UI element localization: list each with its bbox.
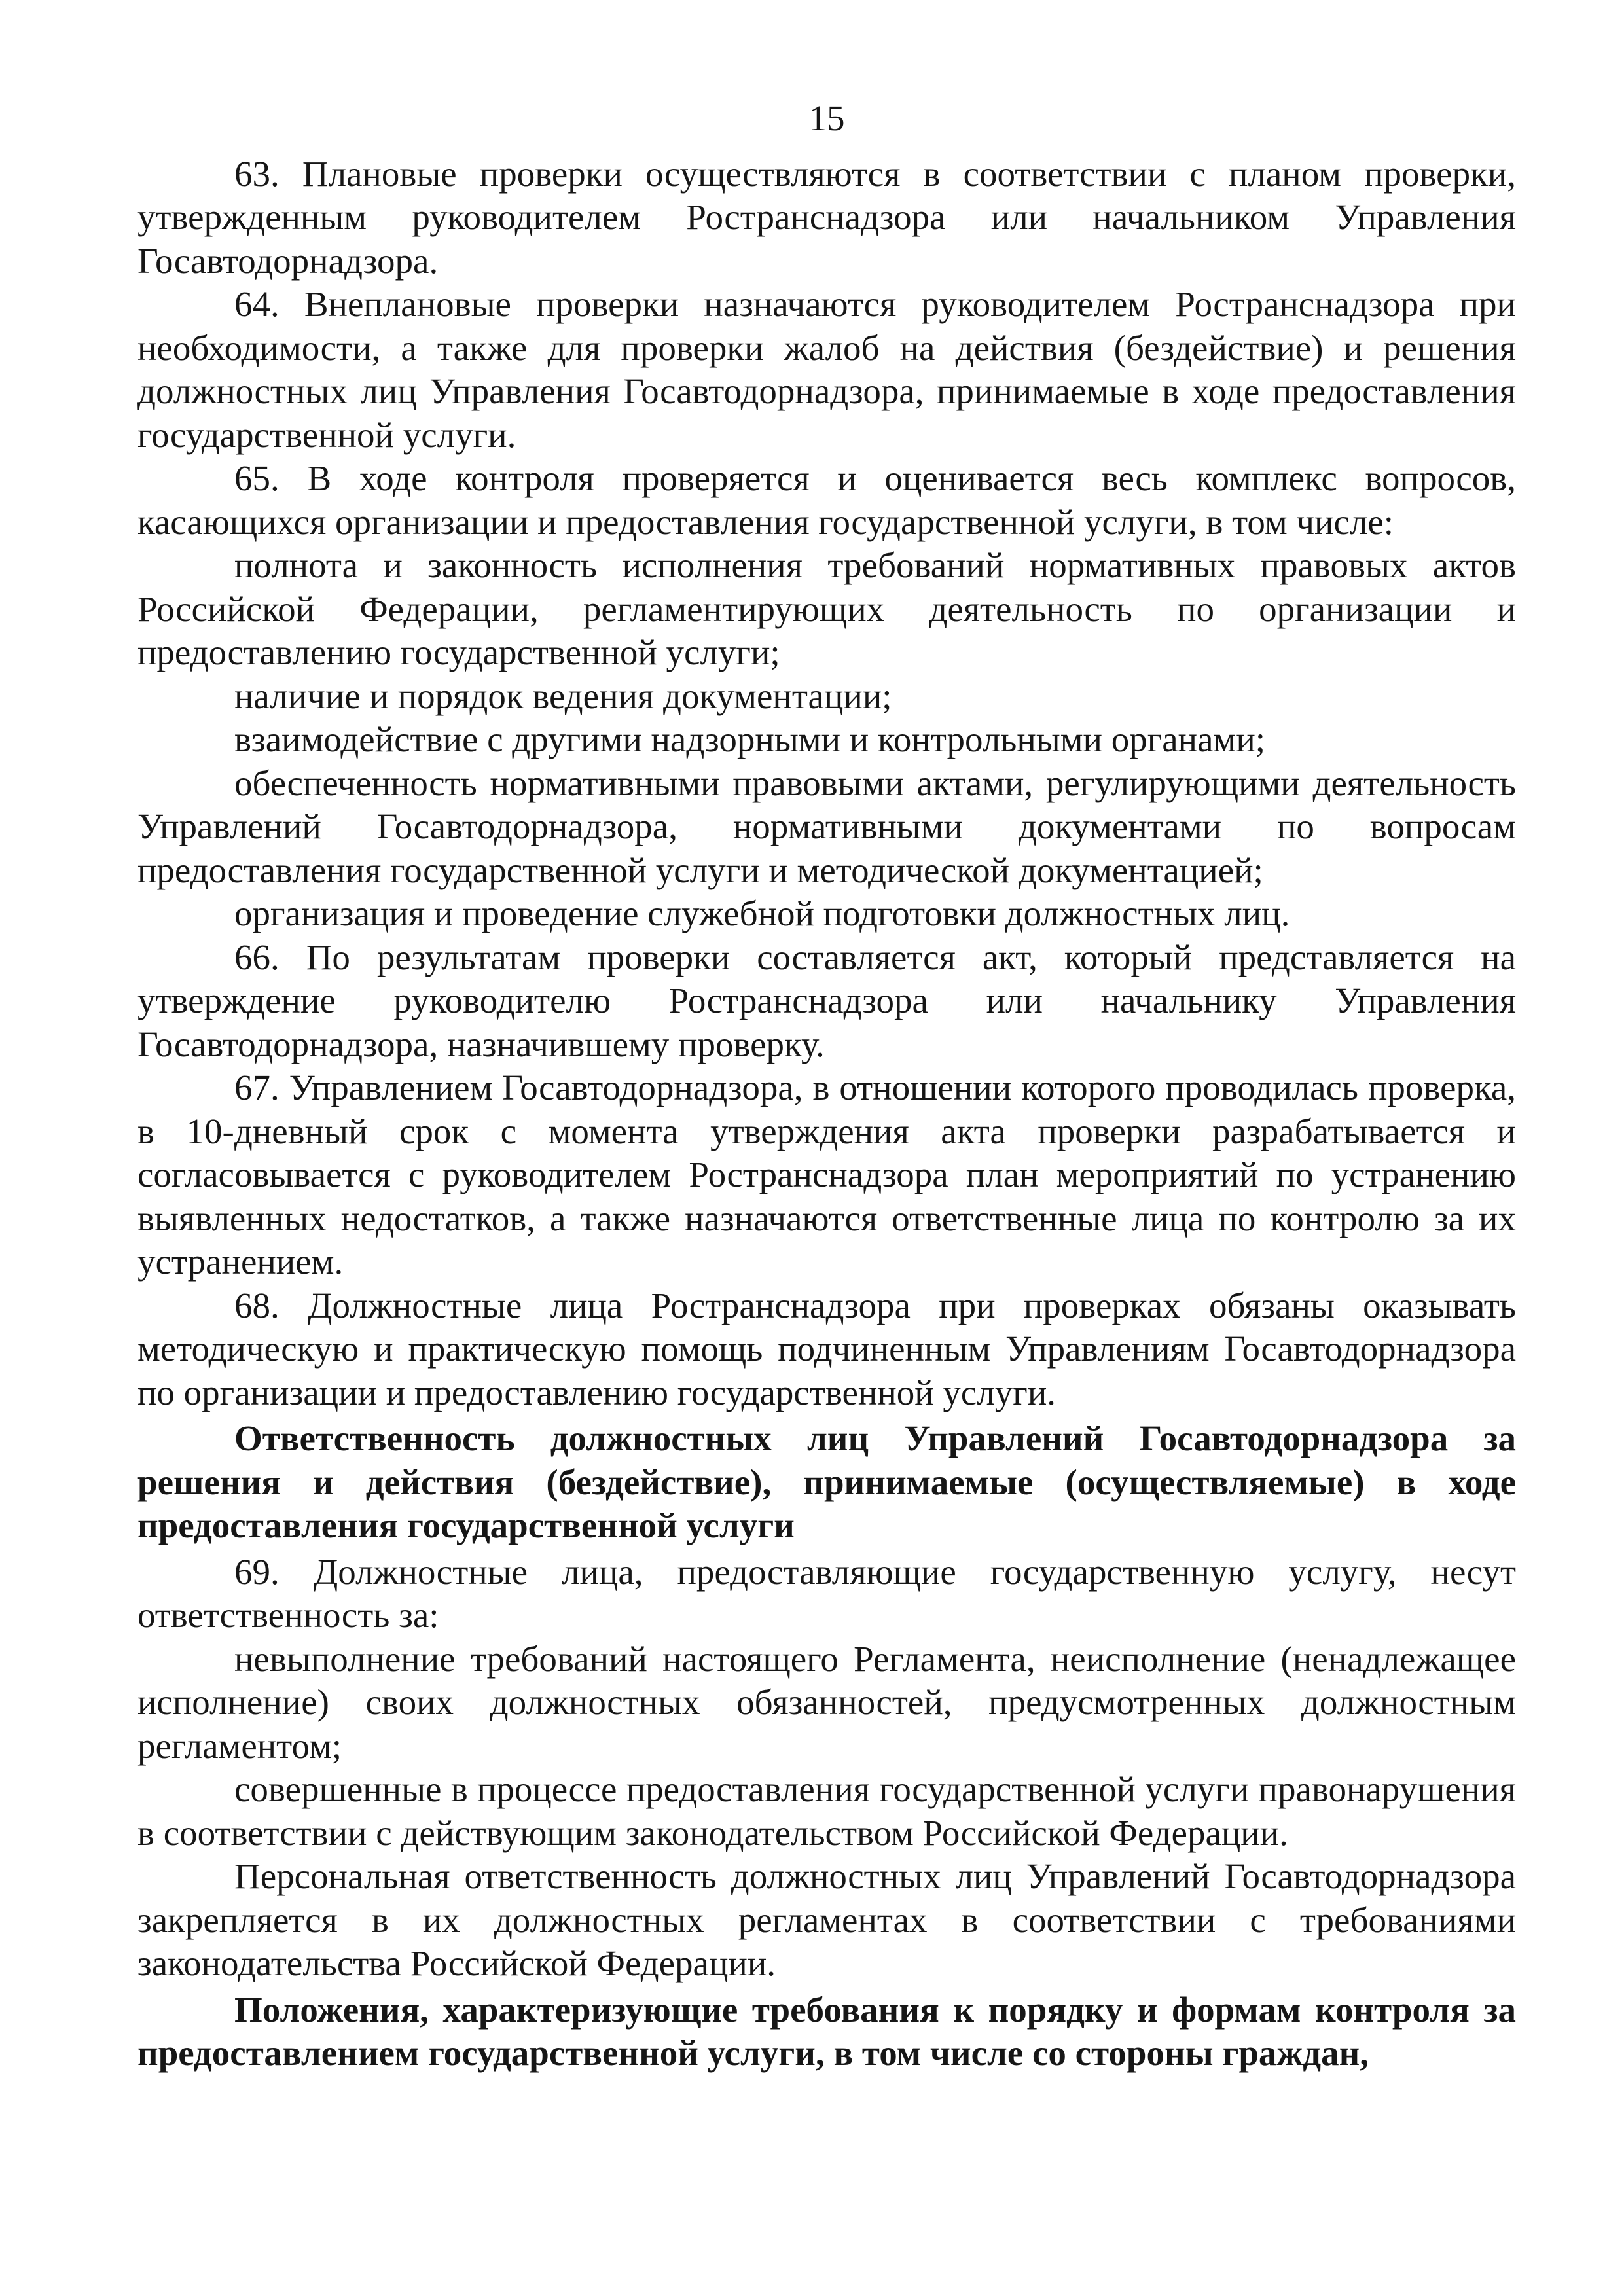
paragraph-69-item-2: совершенные в процессе предоставления государственной услуги правонарушения в соответствии с действующим законодательством Российской Федерации. (137, 1769, 1516, 1853)
paragraph-personal-responsibility: Персональная ответственность должностных лиц Управлений Госавтодорнадзора закрепляется в их должностных регламентах в соответствии с требованиями законодательства Российской Федерации. (137, 1856, 1516, 1983)
paragraph-69: 69. Должностные лица, предоставляющие государственную услугу, несут ответственность за: (137, 1551, 1516, 1635)
paragraph-64: 64. Внеплановые проверки назначаются руководителем Ространснадзора при необходимости, а также для проверки жалоб на действия (бездействие) и решения должностных лиц Управления Госавтодорнадзора, принимаемые в ходе предоставления государственной услуги. (137, 284, 1516, 455)
paragraph-65-item-4: обеспеченность нормативными правовыми актами, регулирующими деятельность Управлений Госавтодорнадзора, нормативными документами по вопросам предоставления государственной услуги и методической документацией; (137, 762, 1516, 890)
paragraph-66: 66. По результатам проверки составляется акт, который представляется на утверждение руководителю Ространснадзора или начальнику Управления Госавтодорнадзора, назначившему проверку. (137, 937, 1516, 1064)
section-heading-responsibility: Ответственность должностных лиц Управлений Госавтодорнадзора за решения и действия (бездействие), принимаемые (осуществляемые) в ходе предоставления государственной услуги (137, 1418, 1516, 1545)
paragraph-67: 67. Управлением Госавтодорнадзора, в отношении которого проводилась проверка, в 10-дневный срок с момента утверждения акта проверки разрабатывается и согласовывается с руководителем Ространснадзора план мероприятий по устранению выявленных недостатков, а также назначаются ответственные лица по контролю за их устранением. (137, 1067, 1516, 1282)
paragraph-65-item-5: организация и проведение служебной подготовки должностных лиц. (234, 893, 1290, 933)
section-heading-control-requirements: Положения, характеризующие требования к порядку и формам контроля за предоставлением государственной услуги, в том числе со стороны граждан, (137, 1989, 1516, 2073)
paragraph-68: 68. Должностные лица Ространснадзора при проверках обязаны оказывать методическую и практическую помощь подчиненным Управлениям Госавтодорнадзора по организации и предоставлению государственной услуги. (137, 1285, 1516, 1412)
paragraph-65-item-3: взаимодействие с другими надзорными и контрольными органами; (234, 719, 1266, 759)
paragraph-65-item-2: наличие и порядок ведения документации; (234, 675, 892, 716)
paragraph-63: 63. Плановые проверки осуществляются в соответствии с планом проверки, утвержденным руководителем Ространснадзора или начальником Управления Госавтодорнадзора. (137, 153, 1516, 281)
paragraph-65-item-1: полнота и законность исполнения требований нормативных правовых актов Российской Федерации, регламентирующих деятельность по организации и предоставлению государственной услуги; (137, 545, 1516, 672)
paragraph-65: 65. В ходе контроля проверяется и оценивается весь комплекс вопросов, касающихся организации и предоставления государственной услуги, в том числе: (137, 458, 1516, 542)
page-number: 15 (808, 98, 845, 138)
paragraph-69-item-1: невыполнение требований настоящего Регламента, неисполнение (ненадлежащее исполнение) своих должностных обязанностей, предусмотренных должностным регламентом; (137, 1638, 1516, 1766)
